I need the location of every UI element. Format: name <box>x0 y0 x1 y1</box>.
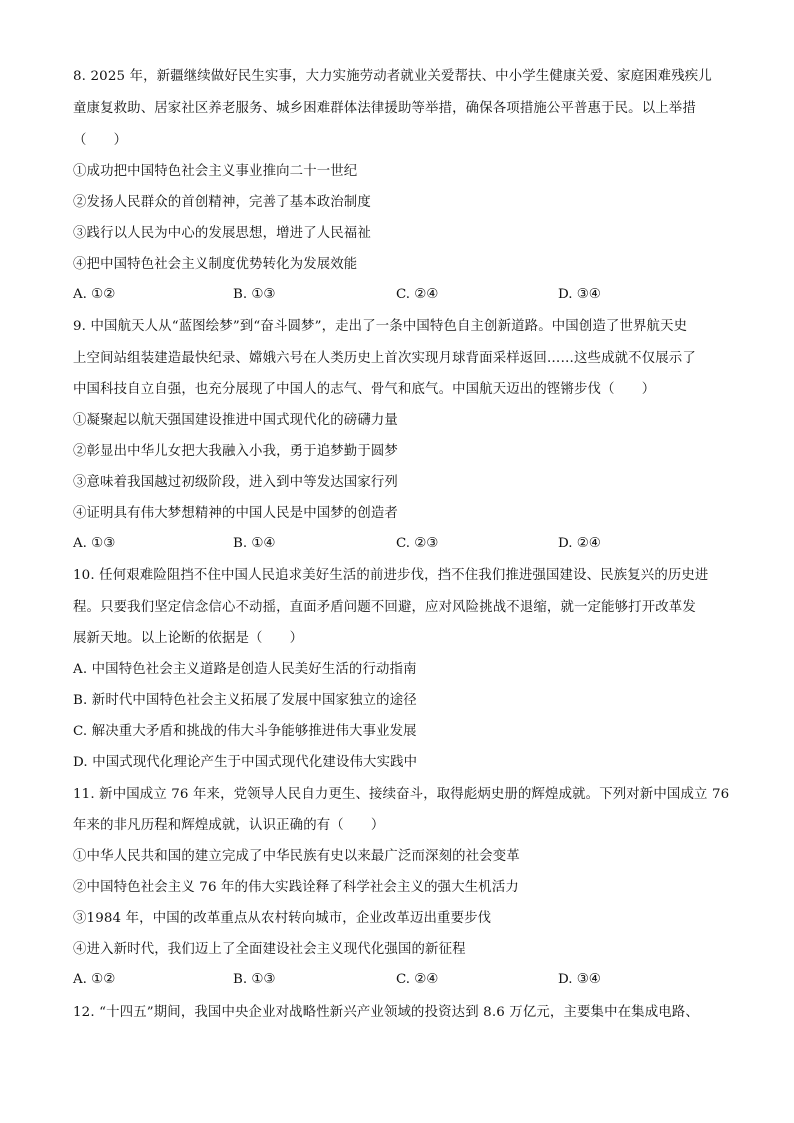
q10-option-b[interactable]: B. 新时代中国特色社会主义拓展了发展中国家独立的途径 <box>73 693 417 708</box>
q9-options <box>73 536 733 554</box>
q10-stem-line-1: 10. 任何艰难险阻挡不住中国人民追求美好生活的前进步伐，挡不住我们推进强国建设、民族复兴的历史进 <box>73 568 709 583</box>
q11-statement-2: ②中国特色社会主义 76 年的伟大实践诠释了科学社会主义的强大生机活力 <box>73 880 519 895</box>
q10-stem-line-2: 程。只要我们坚定信念信心不动摇，直面矛盾问题不回避，应对风险挑战不退缩，就一定能够打开改革发 <box>73 600 696 615</box>
q8-statement-2: ②发扬人民群众的首创精神，完善了基本政治制度 <box>73 195 371 210</box>
q11-option-a[interactable]: A. ①② <box>73 972 116 987</box>
q8-stem-line-2: 童康复救助、居家社区养老服务、城乡困难群体法律援助等举措，确保各项措施公平普惠于民。以上举措 <box>73 101 696 116</box>
q9-statement-2: ②彰显出中华儿女把大我融入小我，勇于追梦勤于圆梦 <box>73 444 398 459</box>
q9-option-a[interactable]: A. ①③ <box>73 536 116 551</box>
q8-stem-line-3: （ ） <box>73 133 128 148</box>
q11-stem-line-1: 11. 新中国成立 76 年来，党领导人民自力更生、接续奋斗，取得彪炳史册的辉煌成就。下列对新中国成立 76 <box>73 787 730 802</box>
q8-stem-line-1: 8. 2025 年，新疆继续做好民生实事，大力实施劳动者就业关爱帮扶、中小学生健康关爱、家庭困难残疾儿 <box>73 69 712 84</box>
q9-option-b[interactable]: B. ①④ <box>233 536 276 551</box>
q9-statement-4: ④证明具有伟大梦想精神的中国人民是中国梦的创造者 <box>73 506 398 521</box>
q8-statement-3: ③践行以人民为中心的发展思想，增进了人民福祉 <box>73 226 371 241</box>
q9-option-c[interactable]: C. ②③ <box>396 536 439 551</box>
q11-statement-1: ①中华人民共和国的建立完成了中华民族有史以来最广泛而深刻的社会变革 <box>73 849 520 864</box>
q8-options <box>73 287 733 305</box>
q9-option-d[interactable]: D. ②④ <box>558 536 601 551</box>
q9-stem-line-1: 9. 中国航天人从“蓝图绘梦”到“奋斗圆梦”，走出了一条中国特色自主创新道路。中国创造了世界航天史 <box>73 319 688 334</box>
q12-stem-line-1: 12. “十四五”期间，我国中央企业对战略性新兴产业领域的投资达到 8.6 万亿元，主要集中在集成电路、 <box>73 1005 699 1020</box>
q8-option-b[interactable]: B. ①③ <box>233 287 276 302</box>
q9-statement-3: ③意味着我国越过初级阶段，进入到中等发达国家行列 <box>73 475 398 490</box>
q8-option-a[interactable]: A. ①② <box>73 287 116 302</box>
q11-options <box>73 972 733 990</box>
q11-statement-4: ④进入新时代，我们迈上了全面建设社会主义现代化强国的新征程 <box>73 942 466 957</box>
q11-option-b[interactable]: B. ①③ <box>233 972 276 987</box>
q10-stem-line-3: 展新天地。以上论断的依据是（ ） <box>73 631 304 646</box>
q8-option-c[interactable]: C. ②④ <box>396 287 439 302</box>
q11-statement-3: ③1984 年，中国的改革重点从农村转向城市，企业改革迈出重要步伐 <box>73 911 492 926</box>
q9-stem-line-3: 中国科技自立自强，也充分展现了中国人的志气、骨气和底气。中国航天迈出的铿锵步伐（ ） <box>73 382 656 397</box>
q8-statement-4: ④把中国特色社会主义制度优势转化为发展效能 <box>73 257 358 272</box>
q9-stem-line-2: 上空间站组装建造最快纪录、嫦娥六号在人类历史上首次实现月球背面采样返回……这些成就不仅展示了 <box>73 351 696 366</box>
q8-statement-1: ①成功把中国特色社会主义事业推向二十一世纪 <box>73 164 358 179</box>
q11-option-d[interactable]: D. ③④ <box>558 972 601 987</box>
q10-option-a[interactable]: A. 中国特色社会主义道路是创造人民美好生活的行动指南 <box>73 662 417 677</box>
q11-option-c[interactable]: C. ②④ <box>396 972 439 987</box>
q10-option-c[interactable]: C. 解决重大矛盾和挑战的伟大斗争能够推进伟大事业发展 <box>73 724 417 739</box>
q11-stem-line-2: 年来的非凡历程和辉煌成就，认识正确的有（ ） <box>73 818 385 833</box>
q9-statement-1: ①凝聚起以航天强国建设推进中国式现代化的磅礴力量 <box>73 413 398 428</box>
q8-option-d[interactable]: D. ③④ <box>558 287 601 302</box>
q10-option-d[interactable]: D. 中国式现代化理论产生于中国式现代化建设伟大实践中 <box>73 755 418 770</box>
